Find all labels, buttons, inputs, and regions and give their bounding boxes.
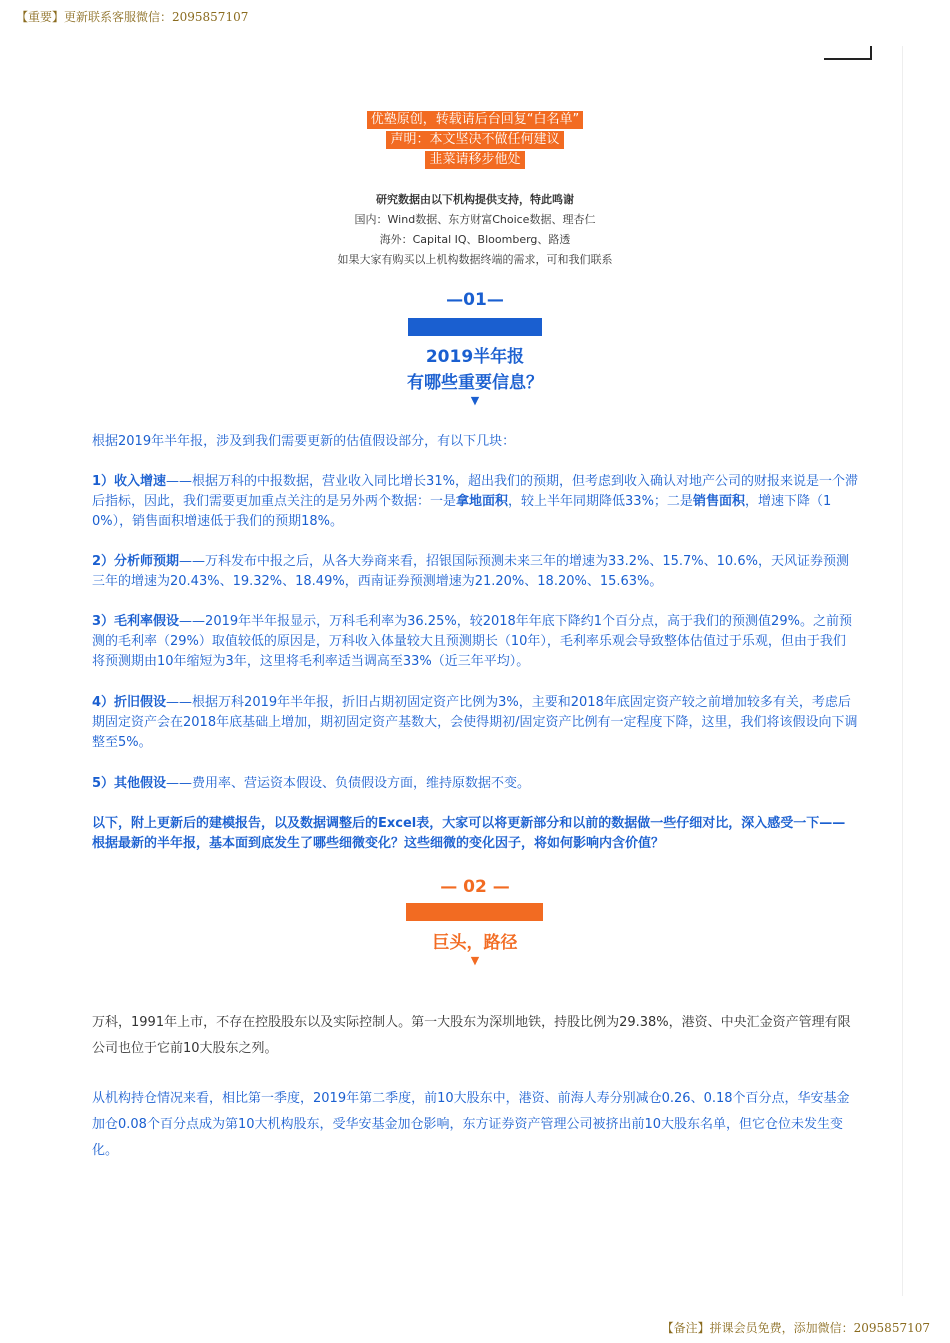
item-gross-margin: 3）毛利率假设——2019年半年报显示，万科毛利率为36.25%，较2018年年底下降约1个百分点，高于我们的预测值29%。之前预测的毛利率（29%）取值较低的原因是，万科收入体量较大且预测期长（10年），毛利率乐观会导致整体估值过于乐观，但由于我们将预测期由10年缩短为3年，这里将毛利率适当调高至33%（近三年平均）。 [92,614,852,669]
section2-bar [406,903,543,921]
banner-warning: 韭菜请移步他处 [0,148,950,169]
section1-title-line1: 2019半年报 [425,347,525,367]
summary-paragraph: 以下，附上更新后的建模报告，以及数据调整后的Excel表，大家可以将更新部分和以前的数据做一些仔细对比，深入感受一下——根据最新的半年报，基本面到底发生了哪些细微变化？这些细微的变化因子，将如何影响内含价值？ [92,816,846,851]
item-label: 4）折旧假设 [92,695,167,710]
item-analyst-expectations: 2）分析师预期——万科发布中报之后，从各大券商来看，招银国际预测未来三年的增速为33.2%、15.7%、10.6%，天风证券预测三年的增速为20.43%、19.32%、18.49%，西南证券预测增速为21.20%、18.20%、15.63%。 [92,554,849,589]
corner-mark [824,46,872,60]
banner-original: 优塾原创，转载请后台回复“白名单” [0,108,950,129]
section1-number: —01— [446,290,504,310]
section2-title: 巨头，路径 [432,933,518,953]
item-label: 2）分析师预期 [92,554,180,569]
section2-arrow-icon: ▼ [470,954,480,967]
item-depreciation: 4）折旧假设——根据万科2019年半年报，折旧占期初固定资产比例为3%，主要和2018年底固定资产较之前增加较多有关，考虑后期固定资产会在2018年底基础上增加，期初固定资产基数大，会使得期初/固定资产比例有一定程度下降，这里，我们将该假设向下调整至5%。 [92,695,858,750]
section1-bar [408,318,542,336]
section2-number: — 02 — [440,877,510,897]
top-note: 【重要】更新联系客服微信：2095857107 [16,10,249,24]
credits-domestic: 国内：Wind数据、东方财富Choice数据、理杏仁 [354,213,596,226]
item-label: 3）毛利率假设 [92,614,180,629]
item-other: 5）其他假设——费用率、营运资本假设、负债假设方面，维持原数据不变。 [92,776,531,791]
institution-paragraph: 从机构持仓情况来看，相比第一季度，2019年第二季度，前10大股东中，港资、前海人寿分别减仓0.26、0.18个百分点，华安基金加仓0.08个百分点成为第10大机构股东，受华安基金加仓影响，东方证券资产管理公司被挤出前10大股东名单，但它仓位未发生变化。 [92,1091,850,1158]
intro-paragraph: 根据2019年半年报，涉及到我们需要更新的估值假设部分，有以下几块： [92,434,516,449]
credits-overseas: 海外：Capital IQ、Bloomberg、路透 [379,233,571,246]
item-label: 1）收入增速 [92,474,167,489]
bottom-note: 【备注】拼课会员免费，添加微信：2095857107 [661,1321,930,1335]
section1-arrow-icon: ▼ [470,394,480,407]
item-revenue-growth: 1）收入增速——根据万科的中报数据，营业收入同比增长31%，超出我们的预期，但考虑到收入确认对地产公司的财报来说是一个滞后指标，因此，我们需要更加重点关注的是另外两个数据：一是拿地面积，较上半年同期降低33%；二是销售面积，增速下降（10%），销售面积增速低于我们的预期18%。 [92,474,858,529]
section1-title-line2: 有哪些重要信息？ [407,373,543,393]
credits-heading: 研究数据由以下机构提供支持，特此鸣谢 [376,193,574,206]
shareholder-paragraph: 万科，1991年上市，不存在控股股东以及实际控制人。第一大股东为深圳地铁，持股比例为29.38%，港资、中央汇金资产管理有限公司也位于它前10大股东之列。 [92,1015,851,1056]
credits-contact: 如果大家有购买以上机构数据终端的需求，可和我们联系 [337,253,613,266]
credits [0,190,950,270]
item-label: 5）其他假设 [92,776,167,791]
banner-disclaimer: 声明：本文坚决不做任何建议 [0,128,950,149]
